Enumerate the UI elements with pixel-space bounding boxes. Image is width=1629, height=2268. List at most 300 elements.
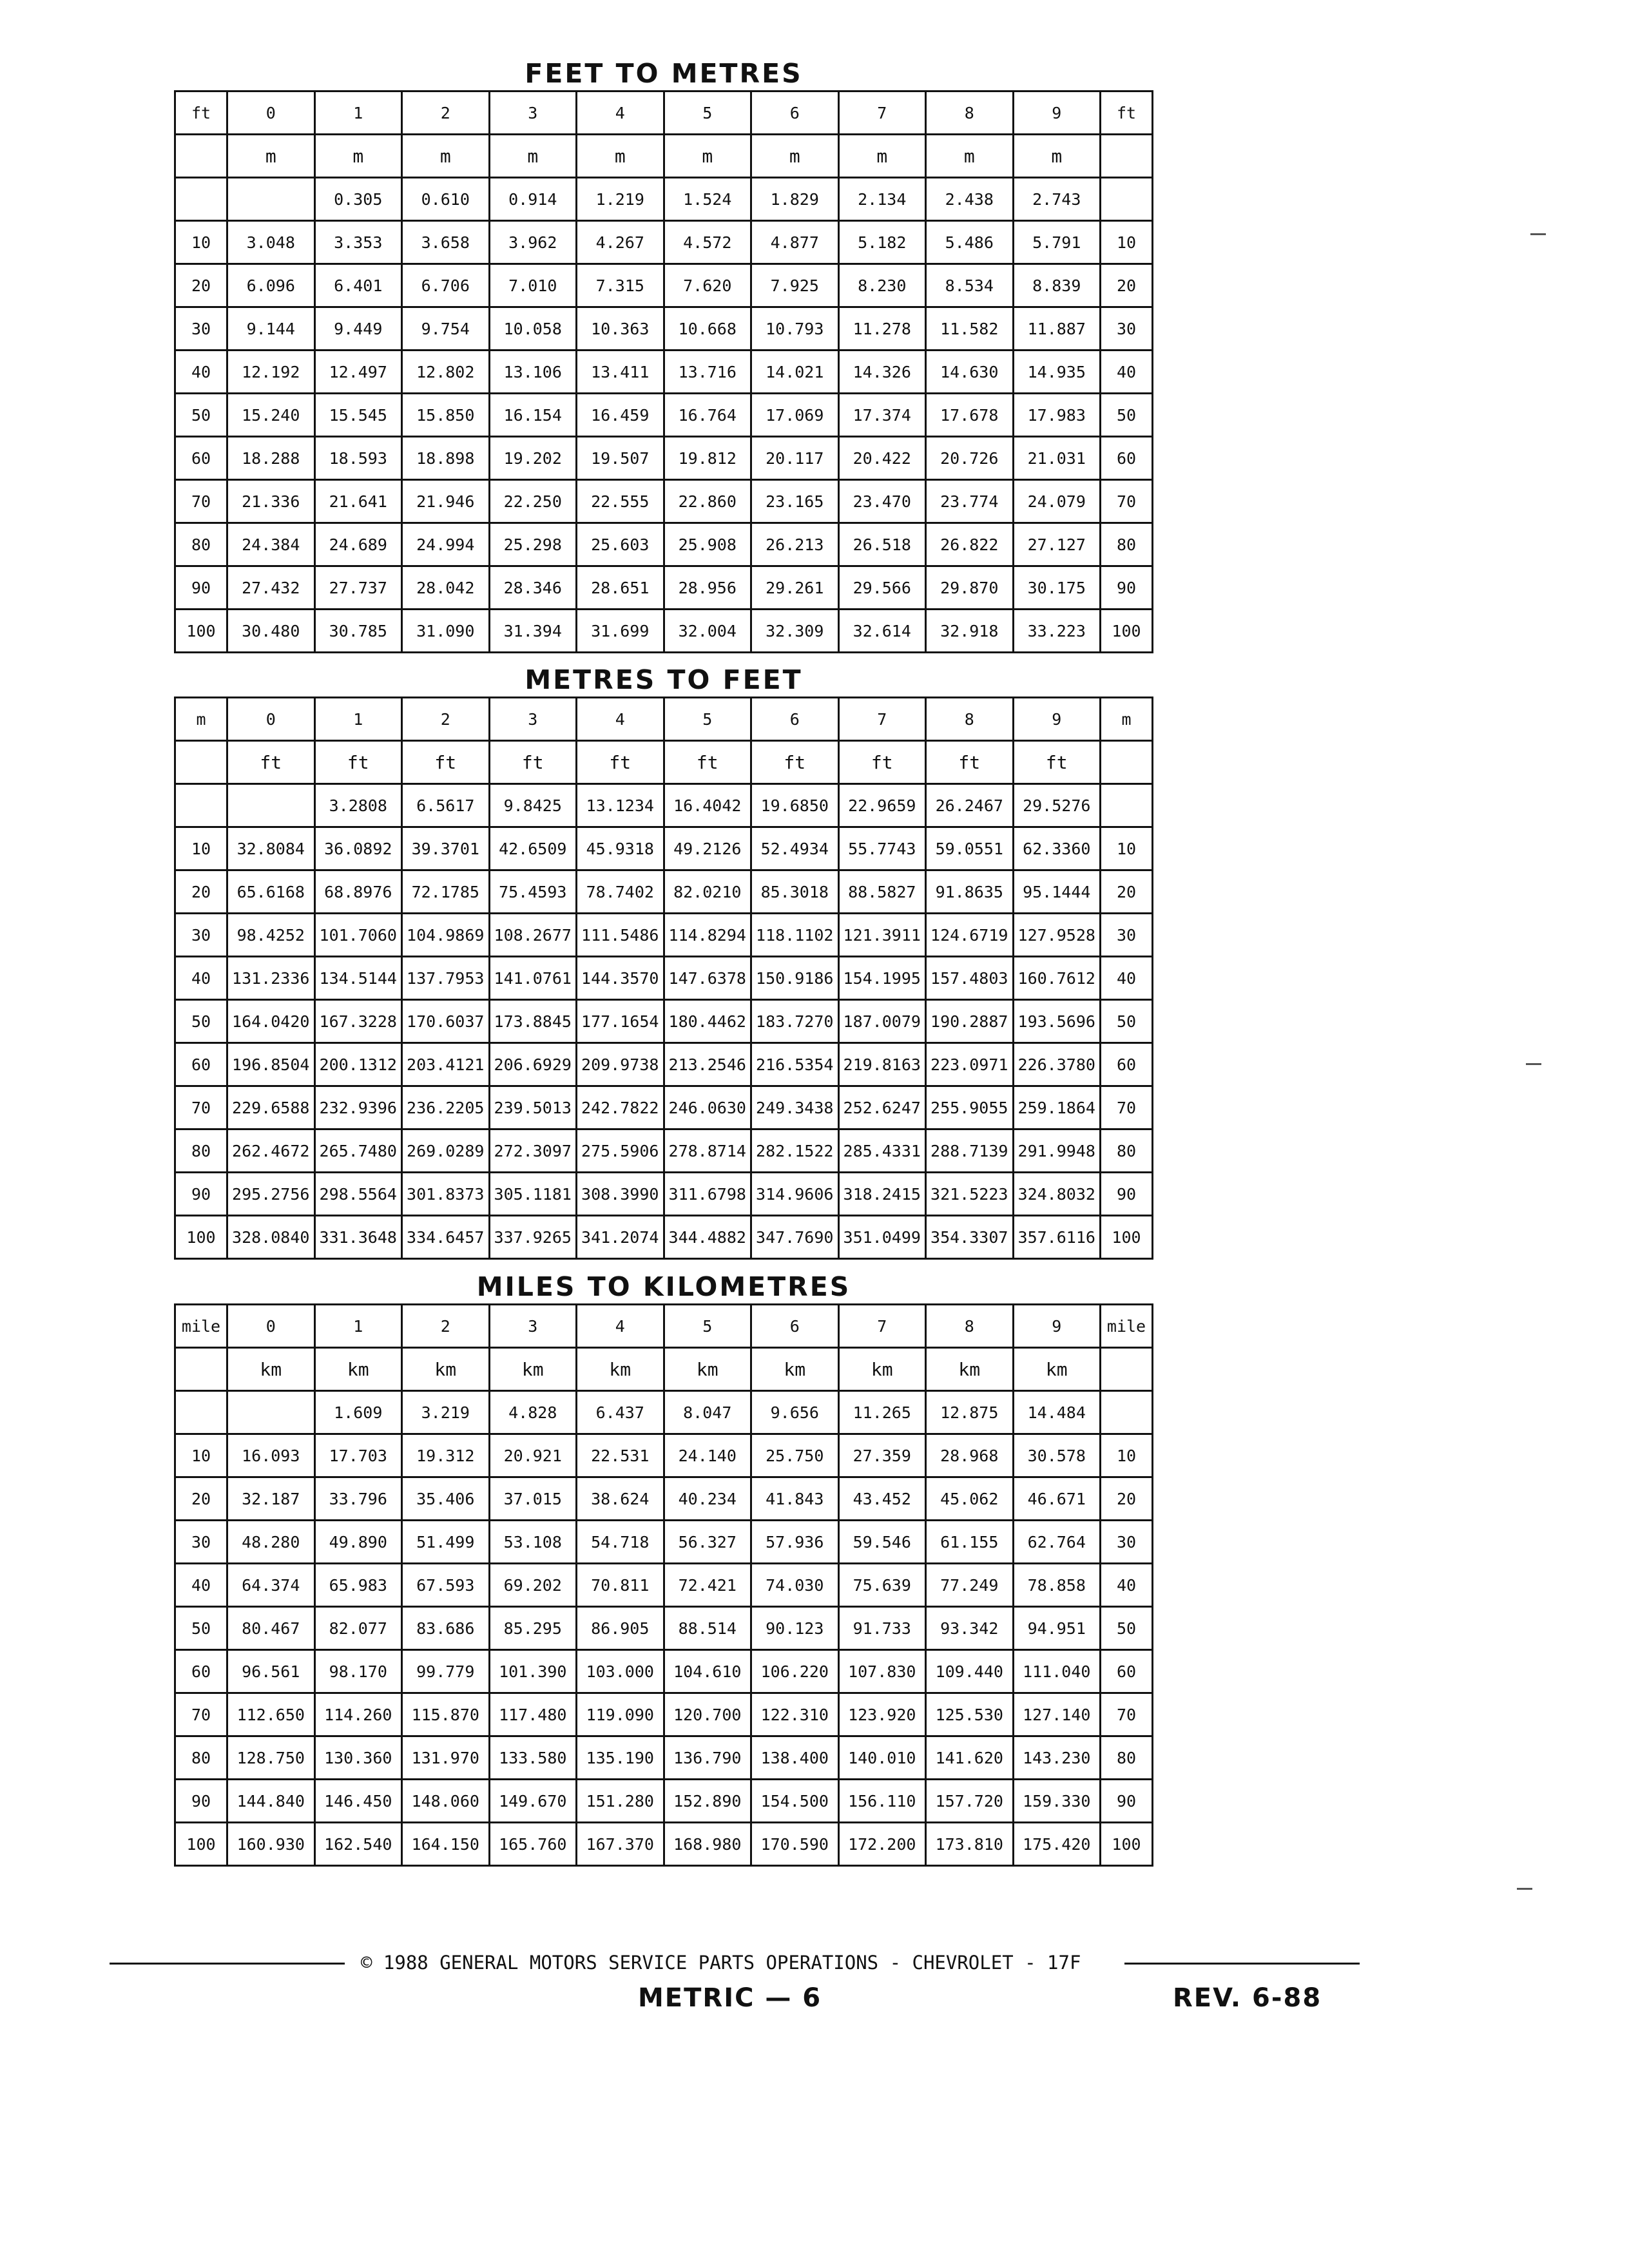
unit-label: ft	[926, 741, 1014, 784]
value-cell: 213.2546	[664, 1043, 751, 1086]
value-cell: 1.219	[577, 178, 664, 221]
value-cell: 135.190	[577, 1736, 664, 1780]
digit-header: 5	[664, 698, 751, 741]
value-cell: 75.639	[838, 1564, 926, 1607]
value-cell: 31.394	[489, 610, 577, 653]
row-label: 100	[1101, 1823, 1153, 1866]
table-row	[175, 1693, 1153, 1736]
value-cell: 17.703	[314, 1434, 402, 1477]
value-cell: 32.187	[227, 1477, 315, 1521]
unit-label: m	[577, 135, 664, 178]
value-cell: 93.342	[926, 1607, 1014, 1650]
digit-header: 1	[314, 91, 402, 135]
row-label: 10	[1101, 221, 1153, 264]
value-cell: 3.2808	[314, 784, 402, 827]
row-label: 90	[175, 1173, 227, 1216]
margin-speck	[1526, 1063, 1541, 1065]
unit-label: m	[489, 135, 577, 178]
value-cell: 159.330	[1013, 1780, 1101, 1823]
value-cell: 62.764	[1013, 1521, 1101, 1564]
empty-cell	[175, 135, 227, 178]
value-cell: 61.155	[926, 1521, 1014, 1564]
value-cell: 232.9396	[314, 1086, 402, 1129]
row-label: 40	[175, 957, 227, 1000]
value-cell: 152.890	[664, 1780, 751, 1823]
row-label: 90	[1101, 1780, 1153, 1823]
value-cell: 29.5276	[1013, 784, 1101, 827]
value-cell: 114.8294	[664, 914, 751, 957]
value-cell: 19.312	[402, 1434, 490, 1477]
value-cell: 314.9606	[751, 1173, 839, 1216]
row-label: 60	[1101, 437, 1153, 480]
row-label: 30	[175, 1521, 227, 1564]
value-cell: 25.298	[489, 523, 577, 566]
value-cell: 23.165	[751, 480, 839, 523]
row-label: 30	[1101, 914, 1153, 957]
value-cell: 96.561	[227, 1650, 315, 1693]
value-cell: 4.572	[664, 221, 751, 264]
row-label: 10	[1101, 1434, 1153, 1477]
table-row	[175, 1477, 1153, 1521]
value-cell: 172.200	[838, 1823, 926, 1866]
value-cell: 30.578	[1013, 1434, 1101, 1477]
value-cell: 1.829	[751, 178, 839, 221]
value-cell: 122.310	[751, 1693, 839, 1736]
edge-unit-label: mile	[175, 1305, 227, 1348]
value-cell: 9.656	[751, 1391, 839, 1434]
value-cell: 95.1444	[1013, 870, 1101, 914]
row-label: 60	[175, 1043, 227, 1086]
row-label: 60	[1101, 1043, 1153, 1086]
digit-header: 6	[751, 698, 839, 741]
table-row	[175, 221, 1153, 264]
value-cell: 53.108	[489, 1521, 577, 1564]
value-cell: 8.534	[926, 264, 1014, 307]
value-cell: 7.925	[751, 264, 839, 307]
unit-label: ft	[402, 741, 490, 784]
table-row	[175, 1173, 1153, 1216]
digit-header: 5	[664, 91, 751, 135]
digit-header: 0	[227, 1305, 315, 1348]
value-cell: 12.497	[314, 351, 402, 394]
table-row	[175, 1086, 1153, 1129]
value-cell: 321.5223	[926, 1173, 1014, 1216]
value-cell: 46.671	[1013, 1477, 1101, 1521]
value-cell: 30.175	[1013, 566, 1101, 610]
value-cell: 146.450	[314, 1780, 402, 1823]
digit-header: 4	[577, 1305, 664, 1348]
value-cell: 0.610	[402, 178, 490, 221]
value-cell: 78.7402	[577, 870, 664, 914]
value-cell: 14.484	[1013, 1391, 1101, 1434]
value-cell: 32.614	[838, 610, 926, 653]
row-label: 30	[1101, 1521, 1153, 1564]
value-cell: 13.106	[489, 351, 577, 394]
value-cell: 164.0420	[227, 1000, 315, 1043]
table-row	[175, 394, 1153, 437]
value-cell: 165.760	[489, 1823, 577, 1866]
margin-speck	[1530, 233, 1546, 235]
value-cell: 27.127	[1013, 523, 1101, 566]
digit-header: 7	[838, 698, 926, 741]
value-cell: 42.6509	[489, 827, 577, 870]
value-cell: 170.6037	[402, 1000, 490, 1043]
value-cell: 20.117	[751, 437, 839, 480]
value-cell: 112.650	[227, 1693, 315, 1736]
row-label: 70	[175, 1086, 227, 1129]
value-cell: 19.202	[489, 437, 577, 480]
value-cell: 190.2887	[926, 1000, 1014, 1043]
value-cell: 17.374	[838, 394, 926, 437]
unit-label: km	[227, 1348, 315, 1391]
value-cell: 25.750	[751, 1434, 839, 1477]
value-cell: 41.843	[751, 1477, 839, 1521]
row-label	[175, 1391, 227, 1434]
unit-label: m	[751, 135, 839, 178]
row-label	[175, 178, 227, 221]
value-cell: 12.802	[402, 351, 490, 394]
value-cell: 26.822	[926, 523, 1014, 566]
value-cell: 111.040	[1013, 1650, 1101, 1693]
value-cell: 16.4042	[664, 784, 751, 827]
unit-label: ft	[838, 741, 926, 784]
value-cell: 131.2336	[227, 957, 315, 1000]
value-cell: 70.811	[577, 1564, 664, 1607]
unit-label: m	[1013, 135, 1101, 178]
value-cell: 1.609	[314, 1391, 402, 1434]
unit-label: km	[926, 1348, 1014, 1391]
value-cell: 4.267	[577, 221, 664, 264]
value-cell: 17.983	[1013, 394, 1101, 437]
value-cell: 14.326	[838, 351, 926, 394]
value-cell: 154.1995	[838, 957, 926, 1000]
table-row	[175, 1650, 1153, 1693]
row-label: 80	[175, 1129, 227, 1173]
value-cell: 94.951	[1013, 1607, 1101, 1650]
value-cell: 49.2126	[664, 827, 751, 870]
value-cell: 88.514	[664, 1607, 751, 1650]
value-cell: 167.370	[577, 1823, 664, 1866]
value-cell: 305.1181	[489, 1173, 577, 1216]
row-label: 40	[175, 351, 227, 394]
footer-rule-right	[1124, 1963, 1360, 1965]
value-cell: 167.3228	[314, 1000, 402, 1043]
digit-header-row	[175, 698, 1153, 741]
unit-label: km	[314, 1348, 402, 1391]
value-cell: 3.048	[227, 221, 315, 264]
value-cell: 21.946	[402, 480, 490, 523]
table-row	[175, 264, 1153, 307]
value-cell: 32.309	[751, 610, 839, 653]
value-cell: 13.411	[577, 351, 664, 394]
table-row	[175, 1129, 1153, 1173]
value-cell: 125.530	[926, 1693, 1014, 1736]
value-cell: 25.603	[577, 523, 664, 566]
value-cell: 236.2205	[402, 1086, 490, 1129]
value-cell: 74.030	[751, 1564, 839, 1607]
value-cell: 20.921	[489, 1434, 577, 1477]
value-cell: 39.3701	[402, 827, 490, 870]
value-cell: 3.219	[402, 1391, 490, 1434]
value-cell: 30.480	[227, 610, 315, 653]
revision-label: REV. 6-88	[1173, 1983, 1322, 2013]
row-label	[175, 784, 227, 827]
unit-label: km	[1013, 1348, 1101, 1391]
row-label: 100	[1101, 1216, 1153, 1259]
empty-cell	[1101, 135, 1153, 178]
digit-header: 6	[751, 1305, 839, 1348]
value-cell: 269.0289	[402, 1129, 490, 1173]
value-cell: 108.2677	[489, 914, 577, 957]
value-cell: 117.480	[489, 1693, 577, 1736]
value-cell: 29.566	[838, 566, 926, 610]
value-cell: 21.641	[314, 480, 402, 523]
unit-label: ft	[227, 741, 315, 784]
value-cell: 180.4462	[664, 1000, 751, 1043]
unit-row	[175, 741, 1153, 784]
value-cell: 10.668	[664, 307, 751, 351]
row-label	[1101, 1391, 1153, 1434]
value-cell: 6.096	[227, 264, 315, 307]
empty-cell	[1101, 741, 1153, 784]
value-cell: 56.327	[664, 1521, 751, 1564]
digit-header: 9	[1013, 1305, 1101, 1348]
value-cell: 31.699	[577, 610, 664, 653]
value-cell: 334.6457	[402, 1216, 490, 1259]
digit-header-row	[175, 1305, 1153, 1348]
row-label: 80	[175, 523, 227, 566]
value-cell: 26.518	[838, 523, 926, 566]
value-cell: 99.779	[402, 1650, 490, 1693]
row-label: 50	[1101, 1607, 1153, 1650]
row-label	[1101, 178, 1153, 221]
value-cell: 229.6588	[227, 1086, 315, 1129]
value-cell: 175.420	[1013, 1823, 1101, 1866]
table-row	[175, 784, 1153, 827]
value-cell: 22.555	[577, 480, 664, 523]
value-cell: 22.860	[664, 480, 751, 523]
value-cell: 239.5013	[489, 1086, 577, 1129]
value-cell: 308.3990	[577, 1173, 664, 1216]
row-label: 100	[175, 1823, 227, 1866]
value-cell	[227, 178, 315, 221]
value-cell: 160.930	[227, 1823, 315, 1866]
value-cell: 83.686	[402, 1607, 490, 1650]
value-cell: 20.726	[926, 437, 1014, 480]
digit-header: 8	[926, 1305, 1014, 1348]
value-cell: 249.3438	[751, 1086, 839, 1129]
value-cell: 156.110	[838, 1780, 926, 1823]
table-row	[175, 827, 1153, 870]
value-cell: 26.213	[751, 523, 839, 566]
unit-label: ft	[751, 741, 839, 784]
value-cell: 75.4593	[489, 870, 577, 914]
value-cell: 173.810	[926, 1823, 1014, 1866]
row-label: 50	[1101, 1000, 1153, 1043]
value-cell: 9.449	[314, 307, 402, 351]
value-cell: 62.3360	[1013, 827, 1101, 870]
value-cell: 291.9948	[1013, 1129, 1101, 1173]
value-cell: 28.042	[402, 566, 490, 610]
value-cell: 328.0840	[227, 1216, 315, 1259]
value-cell: 259.1864	[1013, 1086, 1101, 1129]
value-cell: 124.6719	[926, 914, 1014, 957]
value-cell: 24.994	[402, 523, 490, 566]
digit-header: 0	[227, 698, 315, 741]
value-cell: 28.968	[926, 1434, 1014, 1477]
row-label: 30	[175, 914, 227, 957]
value-cell: 226.3780	[1013, 1043, 1101, 1086]
edge-unit-label: ft	[1101, 91, 1153, 135]
row-label: 20	[1101, 264, 1153, 307]
value-cell: 11.278	[838, 307, 926, 351]
value-cell: 193.5696	[1013, 1000, 1101, 1043]
value-cell: 5.486	[926, 221, 1014, 264]
value-cell: 162.540	[314, 1823, 402, 1866]
value-cell: 157.4803	[926, 957, 1014, 1000]
unit-label: m	[402, 135, 490, 178]
value-cell: 69.202	[489, 1564, 577, 1607]
value-cell: 78.858	[1013, 1564, 1101, 1607]
value-cell: 143.230	[1013, 1736, 1101, 1780]
value-cell: 6.5617	[402, 784, 490, 827]
table-row	[175, 566, 1153, 610]
page-label: METRIC — 6	[638, 1983, 822, 2013]
table-row	[175, 870, 1153, 914]
value-cell: 18.593	[314, 437, 402, 480]
value-cell: 57.936	[751, 1521, 839, 1564]
value-cell: 337.9265	[489, 1216, 577, 1259]
value-cell: 133.580	[489, 1736, 577, 1780]
table-row	[175, 1823, 1153, 1866]
value-cell: 7.315	[577, 264, 664, 307]
value-cell: 341.2074	[577, 1216, 664, 1259]
value-cell: 24.140	[664, 1434, 751, 1477]
value-cell: 128.750	[227, 1736, 315, 1780]
table-row	[175, 1216, 1153, 1259]
value-cell: 19.812	[664, 437, 751, 480]
value-cell: 91.733	[838, 1607, 926, 1650]
row-label: 10	[175, 221, 227, 264]
value-cell: 127.9528	[1013, 914, 1101, 957]
value-cell: 20.422	[838, 437, 926, 480]
value-cell: 40.234	[664, 1477, 751, 1521]
row-label: 100	[175, 610, 227, 653]
row-label: 80	[1101, 1129, 1153, 1173]
unit-label: km	[489, 1348, 577, 1391]
table-row	[175, 1607, 1153, 1650]
value-cell: 82.077	[314, 1607, 402, 1650]
table-row	[175, 1434, 1153, 1477]
row-label: 70	[175, 480, 227, 523]
value-cell: 45.062	[926, 1477, 1014, 1521]
value-cell: 144.3570	[577, 957, 664, 1000]
value-cell: 21.031	[1013, 437, 1101, 480]
value-cell: 67.593	[402, 1564, 490, 1607]
value-cell: 23.774	[926, 480, 1014, 523]
value-cell: 285.4331	[838, 1129, 926, 1173]
value-cell: 242.7822	[577, 1086, 664, 1129]
value-cell: 223.0971	[926, 1043, 1014, 1086]
value-cell: 3.658	[402, 221, 490, 264]
value-cell: 120.700	[664, 1693, 751, 1736]
row-label: 10	[175, 1434, 227, 1477]
value-cell: 5.791	[1013, 221, 1101, 264]
value-cell: 22.250	[489, 480, 577, 523]
value-cell: 106.220	[751, 1650, 839, 1693]
value-cell: 149.670	[489, 1780, 577, 1823]
value-cell: 14.630	[926, 351, 1014, 394]
digit-header: 9	[1013, 698, 1101, 741]
value-cell: 121.3911	[838, 914, 926, 957]
value-cell: 51.499	[402, 1521, 490, 1564]
row-label: 90	[1101, 1173, 1153, 1216]
digit-header: 3	[489, 698, 577, 741]
row-label: 20	[175, 1477, 227, 1521]
row-label: 70	[1101, 480, 1153, 523]
unit-label: m	[838, 135, 926, 178]
value-cell: 29.870	[926, 566, 1014, 610]
value-cell: 16.154	[489, 394, 577, 437]
value-cell: 168.980	[664, 1823, 751, 1866]
value-cell: 27.432	[227, 566, 315, 610]
row-label: 50	[175, 394, 227, 437]
value-cell: 68.8976	[314, 870, 402, 914]
margin-speck	[1517, 1888, 1532, 1890]
unit-label: m	[664, 135, 751, 178]
value-cell: 157.720	[926, 1780, 1014, 1823]
row-label: 20	[1101, 1477, 1153, 1521]
value-cell: 150.9186	[751, 957, 839, 1000]
table-row	[175, 480, 1153, 523]
value-cell: 38.624	[577, 1477, 664, 1521]
table-row	[175, 1000, 1153, 1043]
value-cell: 13.1234	[577, 784, 664, 827]
digit-header: 9	[1013, 91, 1101, 135]
value-cell: 203.4121	[402, 1043, 490, 1086]
table-row	[175, 1391, 1153, 1434]
value-cell: 10.363	[577, 307, 664, 351]
value-cell: 28.346	[489, 566, 577, 610]
value-cell: 141.620	[926, 1736, 1014, 1780]
value-cell: 12.875	[926, 1391, 1014, 1434]
table-row	[175, 1736, 1153, 1780]
row-label: 90	[175, 566, 227, 610]
value-cell: 196.8504	[227, 1043, 315, 1086]
row-label: 70	[175, 1693, 227, 1736]
value-cell: 64.374	[227, 1564, 315, 1607]
row-label: 90	[175, 1780, 227, 1823]
value-cell: 147.6378	[664, 957, 751, 1000]
value-cell: 101.7060	[314, 914, 402, 957]
value-cell: 27.359	[838, 1434, 926, 1477]
value-cell: 48.280	[227, 1521, 315, 1564]
value-cell: 357.6116	[1013, 1216, 1101, 1259]
value-cell: 200.1312	[314, 1043, 402, 1086]
value-cell: 8.047	[664, 1391, 751, 1434]
value-cell: 170.590	[751, 1823, 839, 1866]
unit-label: km	[664, 1348, 751, 1391]
value-cell: 43.452	[838, 1477, 926, 1521]
conversion-table	[174, 697, 1153, 1260]
value-cell: 137.7953	[402, 957, 490, 1000]
table-row	[175, 1043, 1153, 1086]
value-cell: 32.918	[926, 610, 1014, 653]
value-cell: 255.9055	[926, 1086, 1014, 1129]
value-cell: 32.8084	[227, 827, 315, 870]
value-cell: 278.8714	[664, 1129, 751, 1173]
value-cell: 14.021	[751, 351, 839, 394]
